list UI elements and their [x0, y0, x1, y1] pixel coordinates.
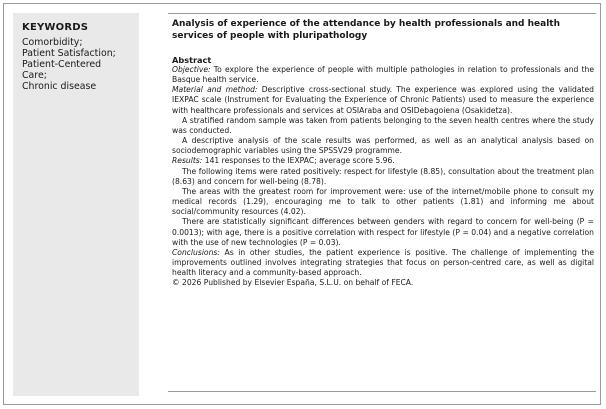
- method-text: Descriptive cross-sectional study. The experience was explored using the validated IEXPAC scale (Instrument for Evaluating the Experience of Chronic Patients) used to measure the experience with healthcare professionals and services at OSIAraba and OSIDebagoiena (Osakidetza).: [172, 85, 594, 115]
- bottom-divider: [168, 391, 596, 392]
- results-text: 141 responses to the IEXPAC; average score 5.96.: [202, 156, 395, 166]
- copyright-line: © 2026 Published by Elsevier España, S.L.U. on behalf of FECA.: [172, 278, 414, 288]
- abstract-heading: Abstract: [172, 55, 212, 65]
- gender-paragraph: There are statistically significant differences between genders with regard to concern for well-being (P = 0.0013); with age, there is a positive correlation with respect for lifestyle (P = 0.04) and a negative correlation with the use of new technologies (P = 0.03).: [172, 217, 594, 247]
- positive-items-paragraph: The following items were rated positively: respect for lifestyle (8.85), consultation about the treatment plan (8.63) and concern for well-being (8.78).: [172, 166, 594, 186]
- keyword-item: Comorbidity;: [22, 37, 83, 48]
- conclusions-paragraph: [172, 248, 594, 278]
- abstract-section: [172, 19, 594, 288]
- analysis-paragraph: A descriptive analysis of the scale results was performed, as well as an analytical analysis based on sociodemographic variables using the SPSSV29 programme.: [172, 136, 594, 156]
- objective-label: Objective:: [172, 65, 211, 74]
- article-title: Analysis of experience of the attendance by health professionals and health services of people with pluripathology: [172, 19, 560, 41]
- keyword-item: Patient-Centered: [22, 59, 102, 70]
- objective-text: To explore the experience of people with multiple pathologies in relation to professionals and the Basque health service.: [172, 65, 594, 85]
- conclusions-label: Conclusions:: [172, 247, 220, 257]
- method-label: Material and method:: [172, 85, 258, 95]
- results-label: Results:: [172, 156, 203, 166]
- keyword-item: Chronic disease: [22, 81, 97, 92]
- keywords-heading: KEYWORDS: [22, 22, 89, 33]
- keywords-list: [22, 37, 134, 92]
- objective-paragraph: [172, 65, 594, 85]
- keyword-item: Patient Satisfaction;: [22, 48, 116, 59]
- top-divider: [168, 13, 596, 14]
- abstract-body: [172, 65, 594, 288]
- results-paragraph: [172, 156, 594, 166]
- keywords-panel: [13, 13, 139, 396]
- improvement-paragraph: The areas with the greatest room for improvement were: use of the internet/mobile phone to consult my medical records (1.29), encouraging me to talk to other patients (1.81) and informing me about social/community resources (4.02).: [172, 186, 594, 217]
- sample-paragraph: A stratified random sample was taken from patients belonging to the seven health centres where the study was conducted.: [172, 115, 594, 135]
- conclusions-text: As in other studies, the patient experience is positive. The challenge of implementing the improvements outlined involves integrating strategies that focus on person-centred care, as well as digital health literacy and a community-based approach.: [172, 247, 594, 278]
- article-frame: [3, 3, 601, 405]
- method-paragraph: [172, 85, 594, 115]
- keyword-item: Care;: [22, 70, 47, 81]
